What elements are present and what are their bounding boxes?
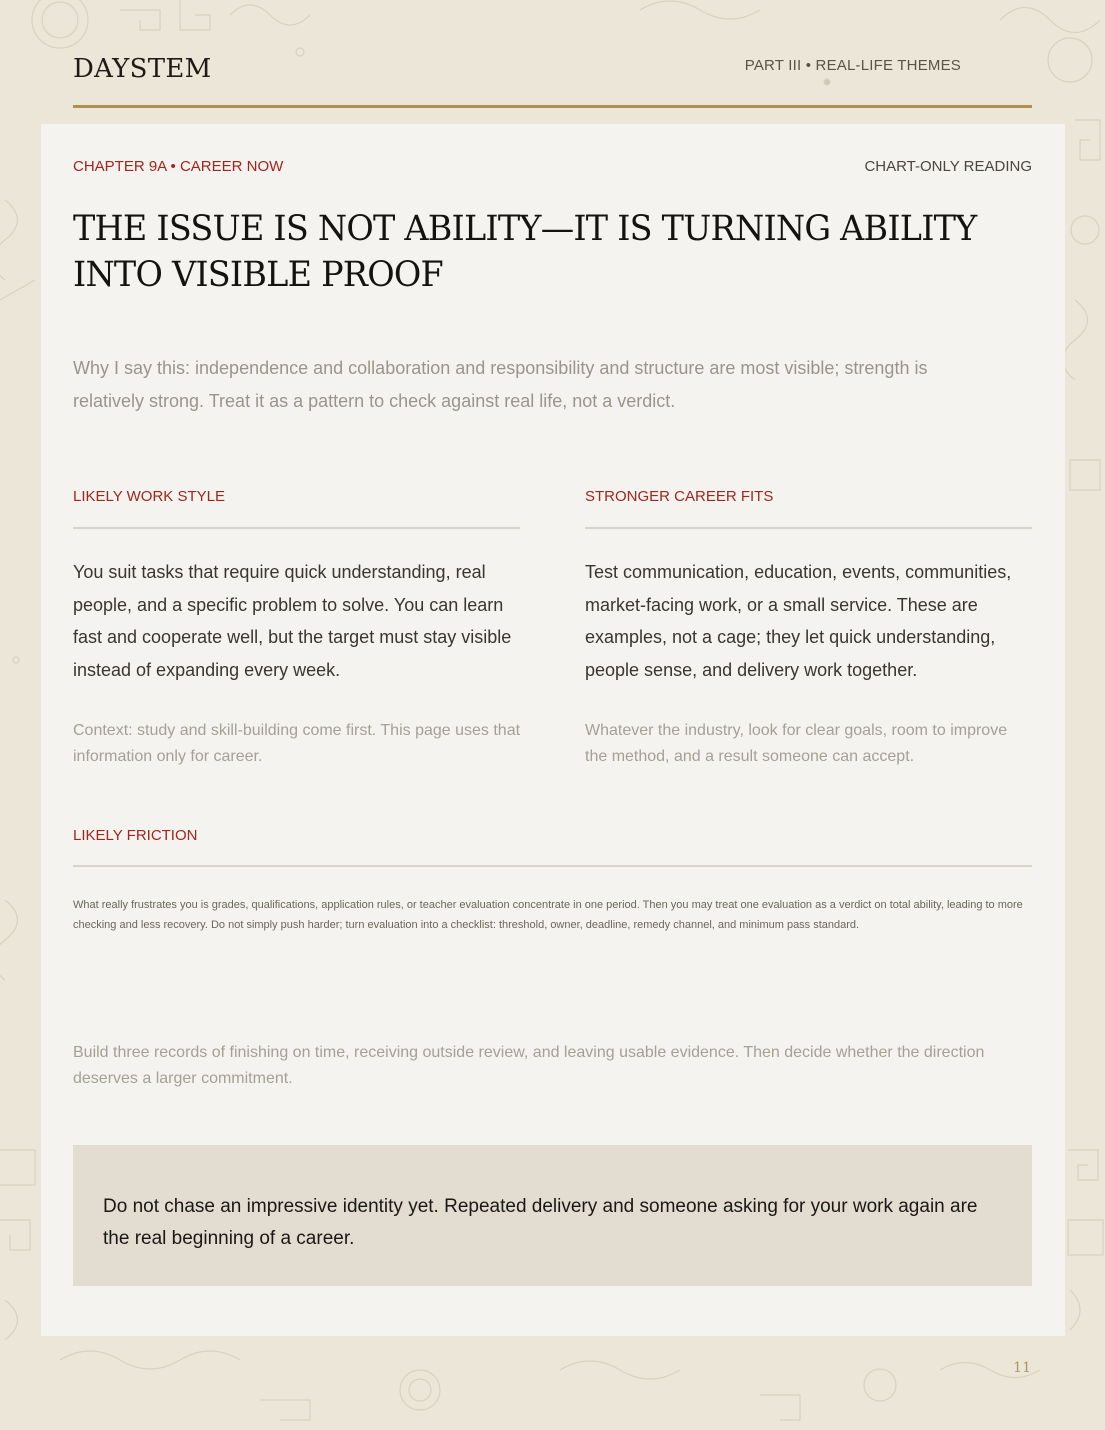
page-title: THE ISSUE IS NOT ABILITY—IT IS TURNING ABILITY INTO VISIBLE PROOF xyxy=(73,209,977,295)
work-style-rule xyxy=(73,527,520,529)
brand-name: DAYSTEM xyxy=(73,54,212,84)
friction-rule xyxy=(73,865,1032,867)
part-label: PART III • REAL-LIFE THEMES xyxy=(744,57,961,74)
reading-mode-label: CHART-ONLY READING xyxy=(864,158,1032,175)
chapter-kicker: CHAPTER 9A • CAREER NOW xyxy=(73,158,284,175)
page-number: 11 xyxy=(1013,1360,1031,1376)
callout-box xyxy=(73,1145,1032,1286)
callout-text: Do not chase an impressive identity yet. Repeated delivery and someone asking for your work again are the real beginning of a career. xyxy=(103,1196,978,1249)
career-fits-rule xyxy=(585,527,1032,529)
work-style-note: Context: study and skill-building come first. This page uses that information only for career. xyxy=(73,722,521,765)
friction-label: LIKELY FRICTION xyxy=(73,827,198,844)
career-fits-note: Whatever the industry, look for clear goals, room to improve the method, and a result someone can accept. xyxy=(585,722,1008,765)
career-fits-label: STRONGER CAREER FITS xyxy=(585,488,774,505)
closing-paragraph: Build three records of finishing on time, receiving outside review, and leaving usable evidence. Then decide whether the direction deserves a larger commitment. xyxy=(73,1044,985,1087)
lead-paragraph: Why I say this: independence and collaboration and responsibility and structure are most visible; strength is relatively strong. Treat it as a pattern to check against real life, not a verdict. xyxy=(73,358,928,411)
friction-body: What really frustrates you is grades, qualifications, application rules, or teacher evaluation concentrate in one period. Then you may treat one evaluation as a verdict on total ability, leading to more checking and less recovery. Do not simply push harder; turn evaluation into a checklist: threshold, owner, deadline, remedy channel, and minimum pass standard. xyxy=(73,899,1023,931)
header-rule xyxy=(73,105,1032,108)
content-sheet xyxy=(41,124,1065,1336)
career-fits-body: Test communication, education, events, communities, market-facing work, or a small service. These are examples, not a cage; they let quick understanding, people sense, and delivery work together. xyxy=(585,562,1012,680)
work-style-body: You suit tasks that require quick understanding, real people, and a specific problem to solve. You can learn fast and cooperate well, but the target must stay visible instead of expanding every week. xyxy=(73,562,512,680)
work-style-label: LIKELY WORK STYLE xyxy=(73,488,225,505)
